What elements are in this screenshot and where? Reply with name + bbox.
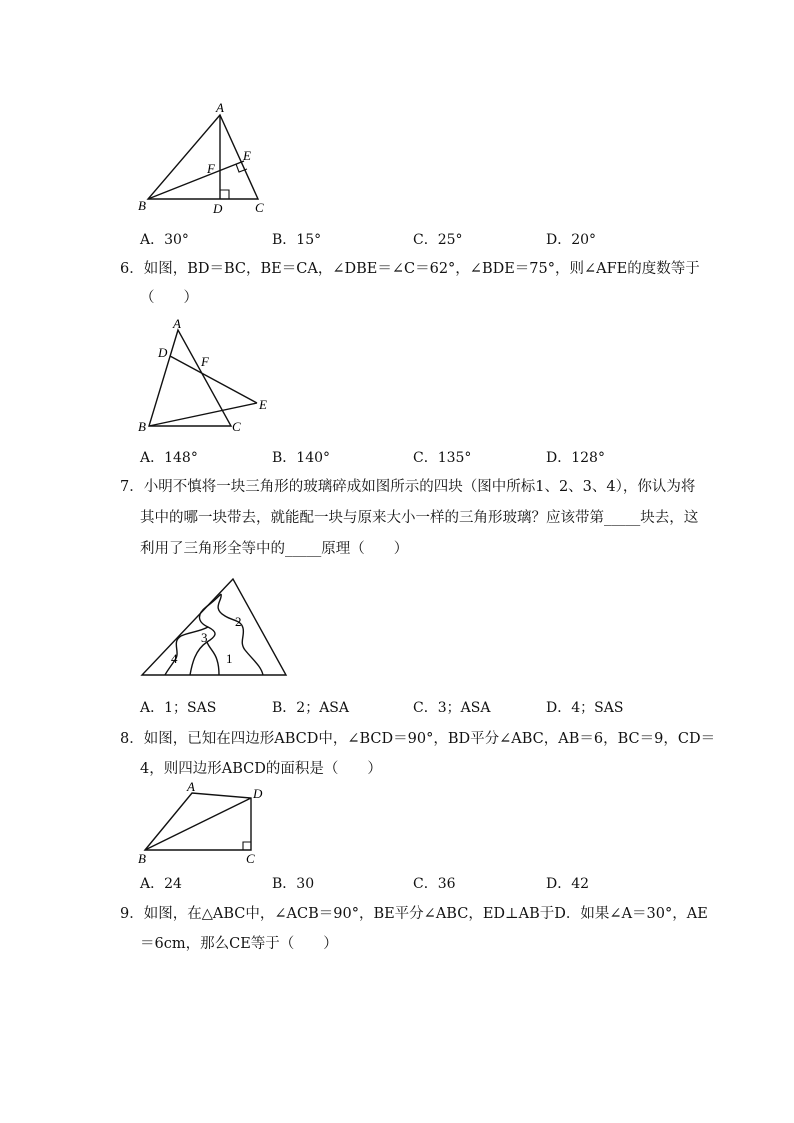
q8-label-b: B: [138, 851, 146, 866]
q9-stem-line2: ＝6cm，那么CE等于（ ）: [140, 936, 338, 952]
q5-option-d: D．20°: [546, 232, 597, 248]
q8-option-c: C．36: [413, 876, 456, 892]
q6-option-c: C．135°: [413, 450, 472, 466]
q5-label-d: D: [213, 201, 223, 216]
q8-label-a: A: [187, 779, 195, 794]
q6-stem-line2: （ ）: [140, 290, 198, 306]
q8-option-d: D．42: [546, 876, 590, 892]
q6-option-a: A．148°: [140, 450, 198, 466]
q6-option-d: D．128°: [546, 450, 605, 466]
q5-option-b: B．15°: [272, 232, 322, 248]
q7-piece-3: 3: [201, 630, 208, 645]
q5-label-f: F: [207, 161, 215, 176]
q8-stem-line2: 4，则四边形ABCD的面积是（ ）: [140, 761, 382, 777]
q5-label-e: E: [243, 148, 251, 163]
q7-option-d: D．4；SAS: [546, 700, 624, 716]
q6-label-c: C: [232, 419, 241, 434]
q8-label-d: D: [253, 786, 263, 801]
q7-piece-2: 2: [235, 614, 242, 629]
q8-label-c: C: [246, 851, 255, 866]
q7-option-c: C．3；ASA: [413, 700, 491, 716]
q6-label-a: A: [173, 316, 181, 331]
q5-option-a: A．30°: [140, 232, 189, 248]
q9-stem-line1: 9．如图，在△ABC中，∠ACB＝90°，BE平分∠ABC，ED⊥AB于D．如果∠A＝30°，AE: [120, 906, 708, 922]
q6-stem-line1: 6．如图，BD＝BC，BE＝CA，∠DBE＝∠C＝62°，∠BDE＝75°，则∠AFE的度数等于: [120, 261, 700, 277]
q7-stem-line1: 7．小明不慎将一块三角形的玻璃碎成如图所示的四块（图中所标1、2、3、4），你认为将: [120, 479, 696, 495]
q7-piece-1: 1: [226, 651, 233, 666]
q7-stem-line2: 其中的哪一块带去，就能配一块与原来大小一样的三角形玻璃？应该带第_____块去，这: [140, 510, 699, 526]
q8-stem-line1: 8．如图，已知在四边形ABCD中，∠BCD＝90°，BD平分∠ABC，AB＝6，BC＝9，CD＝: [120, 731, 716, 747]
q8-option-b: B．30: [272, 876, 315, 892]
q5-label-c: C: [255, 200, 264, 215]
q7-piece-4: 4: [171, 651, 178, 666]
q5-option-c: C．25°: [413, 232, 463, 248]
q5-label-b: B: [138, 198, 146, 213]
q7-stem-line3: 利用了三角形全等中的_____原理（ ）: [140, 541, 409, 557]
q8-option-a: A．24: [140, 876, 182, 892]
q6-label-f: F: [201, 354, 209, 369]
q7-option-b: B．2；ASA: [272, 700, 350, 716]
q6-label-b: B: [138, 419, 146, 434]
q7-option-a: A．1；SAS: [140, 700, 217, 716]
q5-figure: [130, 98, 280, 218]
q6-label-e: E: [259, 397, 267, 412]
q8-figure: [130, 779, 270, 869]
q7-figure: [135, 572, 295, 682]
q6-figure: [130, 313, 280, 438]
q5-label-a: A: [216, 100, 224, 115]
q6-label-d: D: [158, 345, 168, 360]
q6-option-b: B．140°: [272, 450, 331, 466]
